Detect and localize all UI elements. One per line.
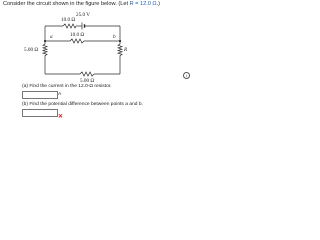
resistor-bottom-label: 5.00 Ω	[80, 78, 95, 84]
resistor-top-label: 10.0 Ω	[61, 17, 76, 23]
top-resistor-symbol	[63, 24, 76, 28]
resistor-right-label: R	[124, 47, 128, 53]
prompt-resistance-value: R = 12.0 Ω	[129, 1, 157, 7]
left-resistor-symbol	[43, 41, 47, 58]
part-a-unit: A	[58, 91, 62, 97]
resistor-left-label: 5.00 Ω	[24, 47, 39, 53]
node-b-dot	[119, 40, 121, 42]
part-a-answer-input[interactable]	[22, 91, 58, 99]
part-a-question: (a) Find the current in the 12.0-Ω resistor.	[22, 84, 112, 89]
middle-resistor-symbol	[70, 39, 84, 43]
prompt-suffix: .)	[156, 1, 161, 7]
node-b-label: b	[113, 34, 116, 40]
incorrect-icon: ✕	[58, 114, 64, 120]
bottom-resistor-symbol	[80, 72, 94, 76]
node-a-label: a	[50, 34, 53, 40]
part-b-answer-input[interactable]	[22, 109, 58, 117]
prompt-prefix: Consider the circuit shown in the figure below. (Let	[3, 1, 130, 7]
right-resistor-symbol	[118, 41, 122, 58]
part-b-question: (b) Find the potential difference between points a and b.	[22, 102, 143, 107]
resistor-middle-label: 10.0 Ω	[70, 32, 85, 38]
info-icon[interactable]: i	[183, 72, 190, 79]
emf-label: 25.0 V	[76, 12, 91, 18]
node-a-dot	[44, 40, 46, 42]
